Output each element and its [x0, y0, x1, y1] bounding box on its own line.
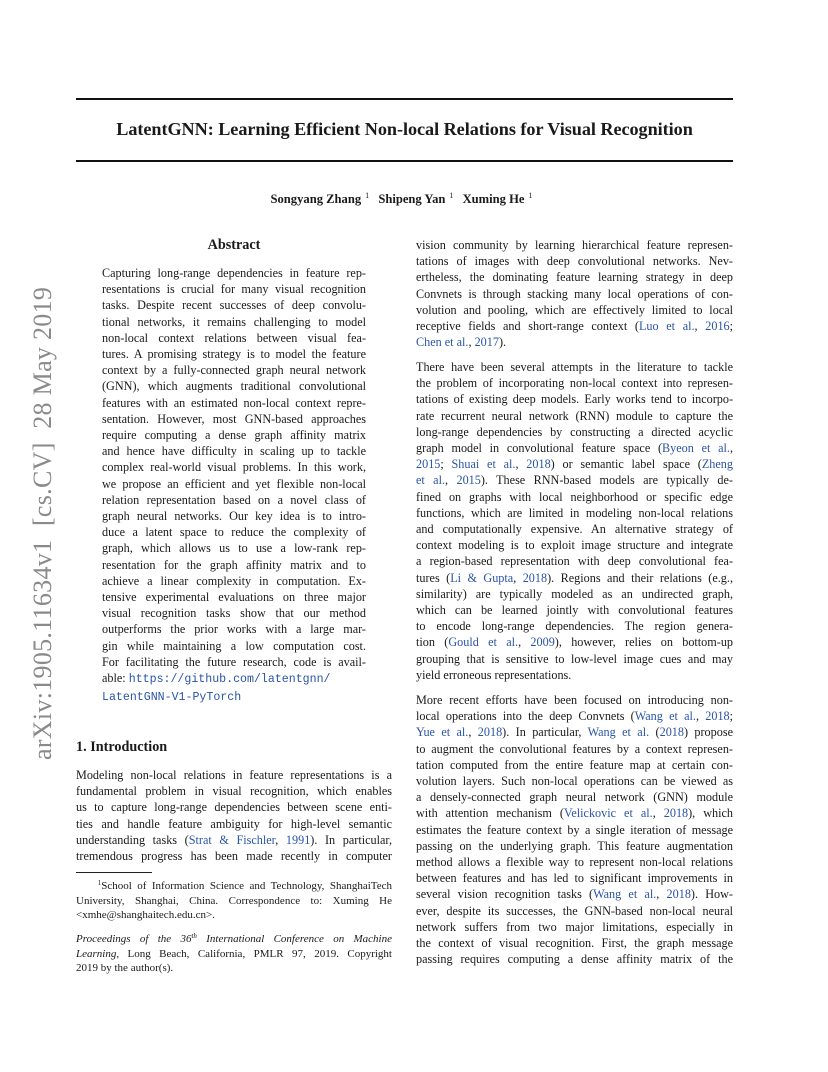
code-link[interactable]: https://github.com/latentgnn/	[128, 673, 331, 687]
author-name: Songyang Zhang	[270, 192, 362, 206]
abstract-line: duce a latent space to reduce the complexity of	[102, 525, 366, 540]
text-line: ever, despite its successes, the GNN-based non-local neural	[416, 903, 733, 918]
title-bottom-rule	[76, 160, 733, 162]
text-span: ) propose	[683, 725, 733, 740]
text-span: ,	[656, 887, 667, 902]
text-line: and computationally expensive. An alternative strategy of	[416, 522, 733, 537]
abstract-line: resentations is crucial for many visual recognition	[102, 282, 366, 297]
paper-title: LatentGNN: Learning Efficient Non-local Relations for Visual Recognition	[116, 119, 693, 139]
text-span: understanding tasks (	[76, 832, 189, 847]
text-line: grouping that is sensitive to low-level image cues and may	[416, 651, 733, 666]
text-line	[416, 570, 733, 586]
text-line	[416, 886, 733, 902]
footnote-line	[76, 876, 392, 894]
text-span: International Conference on Machine	[196, 933, 392, 945]
text-line	[416, 472, 733, 488]
author-affiliation-mark: 1	[449, 191, 454, 200]
text-line: passing requires computing a dense affinity matrix of the	[416, 952, 733, 967]
text-line: similarity) are typically modeled as an undirected graph,	[416, 586, 733, 601]
text-line	[416, 318, 733, 334]
text-span: tion (	[416, 635, 449, 650]
citation-year-link[interactable]: 2009	[530, 635, 555, 650]
text-line	[76, 832, 392, 848]
abstract-line: complex real-world visual problems. In this work,	[102, 460, 366, 475]
text-line: tations of existing deep models. Early works tend to incorpo-	[416, 392, 733, 407]
text-line: long-range dependencies by constructing a directed acyclic	[416, 424, 733, 439]
text-span: ). In particular,	[310, 832, 393, 847]
citation-link[interactable]: et al.	[416, 473, 446, 488]
citation-link[interactable]: Gould et al.	[448, 635, 519, 650]
text-line	[416, 440, 733, 456]
text-line: tation computed from the entire feature map at certain con-	[416, 757, 733, 772]
text-line: volution and pooling, which are effectively limited to local	[416, 302, 733, 317]
text-span: ). In particular,	[502, 725, 588, 740]
text-line: vision community by learning hierarchical feature represen-	[416, 238, 733, 252]
text-span: ,	[468, 725, 478, 740]
text-span: (	[649, 725, 660, 740]
proceedings-line: 2019 by the author(s).	[76, 962, 174, 975]
citation-link[interactable]: Yue et al.	[416, 725, 469, 740]
text-line: the context of visual recognition. First, the graph message	[416, 936, 733, 951]
citation-year-link[interactable]: 2018	[666, 887, 691, 902]
text-line: network suffers from two major limitations, especially in	[416, 919, 733, 934]
abstract-line: we propose an efficient and yet flexible non-local	[102, 476, 366, 491]
author-affiliation-mark: 1	[528, 191, 533, 200]
text-span: ,	[515, 457, 527, 472]
text-line: between features and has led to significant improvements in	[416, 871, 733, 886]
intro-paragraph	[76, 767, 392, 864]
text-span: School of Information Science and Technology, ShanghaiTech	[101, 880, 393, 892]
text-span: ;	[729, 709, 734, 724]
citation-year-link[interactable]: 2018	[659, 725, 684, 740]
author-list	[76, 191, 733, 207]
text-line: There have been several attempts in the literature to tackle	[416, 360, 733, 374]
text-span: ). Regions and their relations (e.g.,	[547, 570, 733, 585]
text-line: a region-based representation with deep convolutional fea-	[416, 554, 733, 569]
text-span: , Long Beach, California, PMLR 97, 2019. Copyright	[116, 947, 392, 960]
citation-link[interactable]: Wang et al.	[593, 887, 657, 902]
text-line: us to capture long-range dependencies between scene enti-	[76, 800, 392, 815]
text-span: tures (	[416, 570, 451, 585]
text-span: ).	[498, 335, 507, 350]
text-line	[416, 634, 733, 650]
text-span: ,	[468, 335, 475, 350]
text-line: which can be learned jointly with convolutional features	[416, 603, 733, 618]
footnote-rule	[76, 872, 152, 873]
text-line: to encode long-range dependencies. The region genera-	[416, 619, 733, 634]
author-name: Shipeng Yan	[378, 192, 446, 206]
abstract-heading: Abstract	[207, 237, 261, 253]
citation-year-link[interactable]: 2018	[705, 709, 730, 724]
citation-link[interactable]: Shuai et al.	[451, 457, 516, 472]
text-line: to augment the convolutional features by a context represen-	[416, 741, 733, 756]
citation-link[interactable]: Chen et al.	[416, 335, 469, 350]
citation-link[interactable]: Strat & Fischler	[188, 832, 276, 847]
text-line: estimates the feature context by a single iteration of message	[416, 822, 733, 837]
text-line: fundamental problem in visual recognition, which enables	[76, 784, 392, 799]
section-heading-introduction: 1. Introduction	[76, 739, 168, 755]
citation-year-link[interactable]: 2018	[477, 725, 503, 740]
text-line	[416, 724, 733, 740]
right-paragraph-3	[416, 692, 733, 967]
text-span: receptive fields and short-range context (	[416, 319, 639, 334]
abstract-line: visual recognition tasks show that our method	[102, 606, 366, 621]
text-line: yield erroneous representations.	[416, 667, 572, 682]
text-span: ,	[729, 441, 733, 456]
text-line: Convnets is through stacking many local operations of con-	[416, 286, 733, 301]
footnote-mark: 1	[97, 879, 102, 887]
text-line	[416, 805, 733, 821]
abstract-line: relation representation based on a novel class of	[102, 492, 366, 507]
text-span: ;	[729, 319, 734, 334]
text-line: ertheless, the dominating feature learning strategy in deep	[416, 270, 733, 285]
code-prefix: able:	[102, 671, 129, 686]
author-affiliation-mark: 1	[365, 191, 370, 200]
abstract-line: achieve a linear complexity in computation. Ex-	[102, 573, 366, 588]
abstract-body	[102, 265, 366, 706]
abstract-line: and hence have difficulty in scaling up to tackle	[102, 444, 366, 459]
abstract-line: Capturing long-range dependencies in feature rep-	[102, 266, 366, 280]
citation-link[interactable]: Zheng	[701, 457, 733, 472]
abstract-line: features with an estimated non-local context repre-	[102, 395, 366, 410]
text-line: Modeling non-local relations in feature representations is a	[76, 768, 392, 782]
text-span: graph model in convolutional feature space (	[416, 441, 663, 456]
citation-link[interactable]: Byeon et al.	[662, 441, 730, 456]
abstract-line: gin while maintaining a low computation cost.	[102, 638, 366, 653]
citation-year-link[interactable]: 2018	[663, 806, 689, 821]
text-span: ) or semantic label space (	[550, 457, 702, 472]
text-span: several vision recognition tasks (	[416, 887, 594, 902]
text-line: volution layers. Such non-local operations can be viewed as	[416, 774, 733, 789]
abstract-line: graph, which allows us to use a low-rank rep-	[102, 541, 366, 556]
abstract-line: tensive experimental evaluations on three major	[102, 590, 366, 605]
citation-year-link[interactable]: 2018	[526, 457, 551, 472]
abstract-line: resentation for the graph affinity matrix and to	[102, 557, 366, 572]
text-line: More recent efforts have been focused on introducing non-	[416, 693, 733, 707]
proceedings-note	[76, 929, 392, 976]
citation-link[interactable]: Wang et al.	[587, 725, 650, 740]
ordinal-suffix: th	[191, 932, 197, 940]
text-line: passing on the underlying graph. This feature augmentation	[416, 838, 733, 853]
citation-year-link[interactable]: 1991	[285, 832, 311, 847]
footnote	[76, 876, 392, 923]
abstract-line: (GNN), which augments traditional convolutional	[102, 379, 366, 394]
text-span: ;	[440, 457, 452, 472]
abstract-line: non-local context relations between visual fea-	[102, 330, 366, 345]
citation-link[interactable]: Luo et al.	[638, 319, 695, 334]
text-line: the problem of incorporating non-local context into represen-	[416, 376, 733, 391]
citation-year-link[interactable]: 2018	[522, 570, 548, 585]
abstract-line	[102, 688, 366, 706]
abstract-line: tures. A promising strategy is to model the feature	[102, 347, 366, 362]
text-span: ,	[694, 319, 706, 334]
text-span: ,	[275, 832, 286, 847]
text-span: ,	[518, 635, 531, 650]
text-span: ). These RNN-based models are typically de-	[480, 473, 733, 488]
text-line: a densely-connected graph neural network (GNN) module	[416, 790, 733, 805]
text-line	[416, 334, 733, 350]
citation-link[interactable]: Li & Gupta	[450, 570, 514, 585]
abstract-line: require computing a dense graph affinity matrix	[102, 428, 366, 443]
text-span: ,	[445, 473, 457, 488]
abstract-line	[102, 670, 366, 688]
citation-link[interactable]: Velickovic et al.	[563, 806, 653, 821]
footnote-line: University, Shanghai, China. Correspondence to: Xuming He	[76, 894, 392, 907]
author-name: Xuming He	[462, 192, 525, 206]
proceedings-line	[76, 947, 392, 962]
right-paragraph-2	[416, 359, 733, 683]
text-span: ,	[652, 806, 664, 821]
text-line	[416, 456, 733, 472]
text-span: Proceedings of the 36	[76, 933, 192, 945]
text-line: tremendous progress has been made recently in computer	[76, 849, 392, 864]
citation-year-link[interactable]: 2017	[474, 335, 499, 350]
abstract-line: tional networks, it remains challenging to model	[102, 314, 366, 329]
text-line	[416, 708, 733, 724]
text-line: fined on graphs with local neighborhood or specific edge	[416, 489, 733, 504]
text-span: ), however, relies on bottom-up	[554, 635, 734, 650]
right-paragraph-1	[416, 237, 733, 350]
text-line: functions, which are limited in modeling non-local relations	[416, 505, 733, 520]
citation-year-link[interactable]: 2015	[456, 473, 481, 488]
text-span: ,	[695, 709, 706, 724]
abstract-line: For facilitating the future research, code is avail-	[102, 654, 366, 669]
citation-year-link[interactable]: 2015	[416, 457, 441, 472]
text-span: ,	[513, 570, 523, 585]
citation-year-link[interactable]: 2016	[705, 319, 730, 334]
citation-link[interactable]: Wang et al.	[634, 709, 696, 724]
text-line: method allows a flexible way to represent non-local relations	[416, 855, 733, 870]
text-span: ), which	[688, 806, 734, 821]
proceedings-line	[76, 929, 392, 947]
text-line: context modeling is to exploit image structure and integrate	[416, 538, 733, 553]
title-top-rule	[76, 98, 733, 100]
code-link[interactable]: LatentGNN-V1-PyTorch	[102, 691, 242, 705]
text-span: with attention mechanism (	[416, 806, 564, 821]
text-span: ). How-	[690, 887, 733, 902]
abstract-line: tasks. Despite recent successes of deep convolu-	[102, 298, 366, 313]
abstract-line: outperforms the prior works with a large mar-	[102, 622, 366, 637]
abstract-line: sentation. However, most GNN-based approaches	[102, 411, 366, 426]
text-line: tations of images with deep convolutional networks. Nev-	[416, 254, 733, 269]
text-line: ties and handle feature ambiguity for high-level semantic	[76, 816, 392, 831]
text-line: rate recurrent neural network (RNN) module to capture the	[416, 408, 733, 423]
text-span: Learning	[76, 947, 117, 960]
abstract-line: context by a fully-connected graph neural network	[102, 363, 366, 378]
abstract-line: graph neural networks. Our key idea is to intro-	[102, 509, 366, 524]
text-span: local operations into the deep Convnets (	[416, 709, 635, 724]
arxiv-stamp-text: arXiv:1905.11634v1 [cs.CV] 28 May 2019	[28, 286, 57, 760]
footnote-line: <xmhe@shanghaitech.edu.cn>.	[76, 909, 215, 922]
